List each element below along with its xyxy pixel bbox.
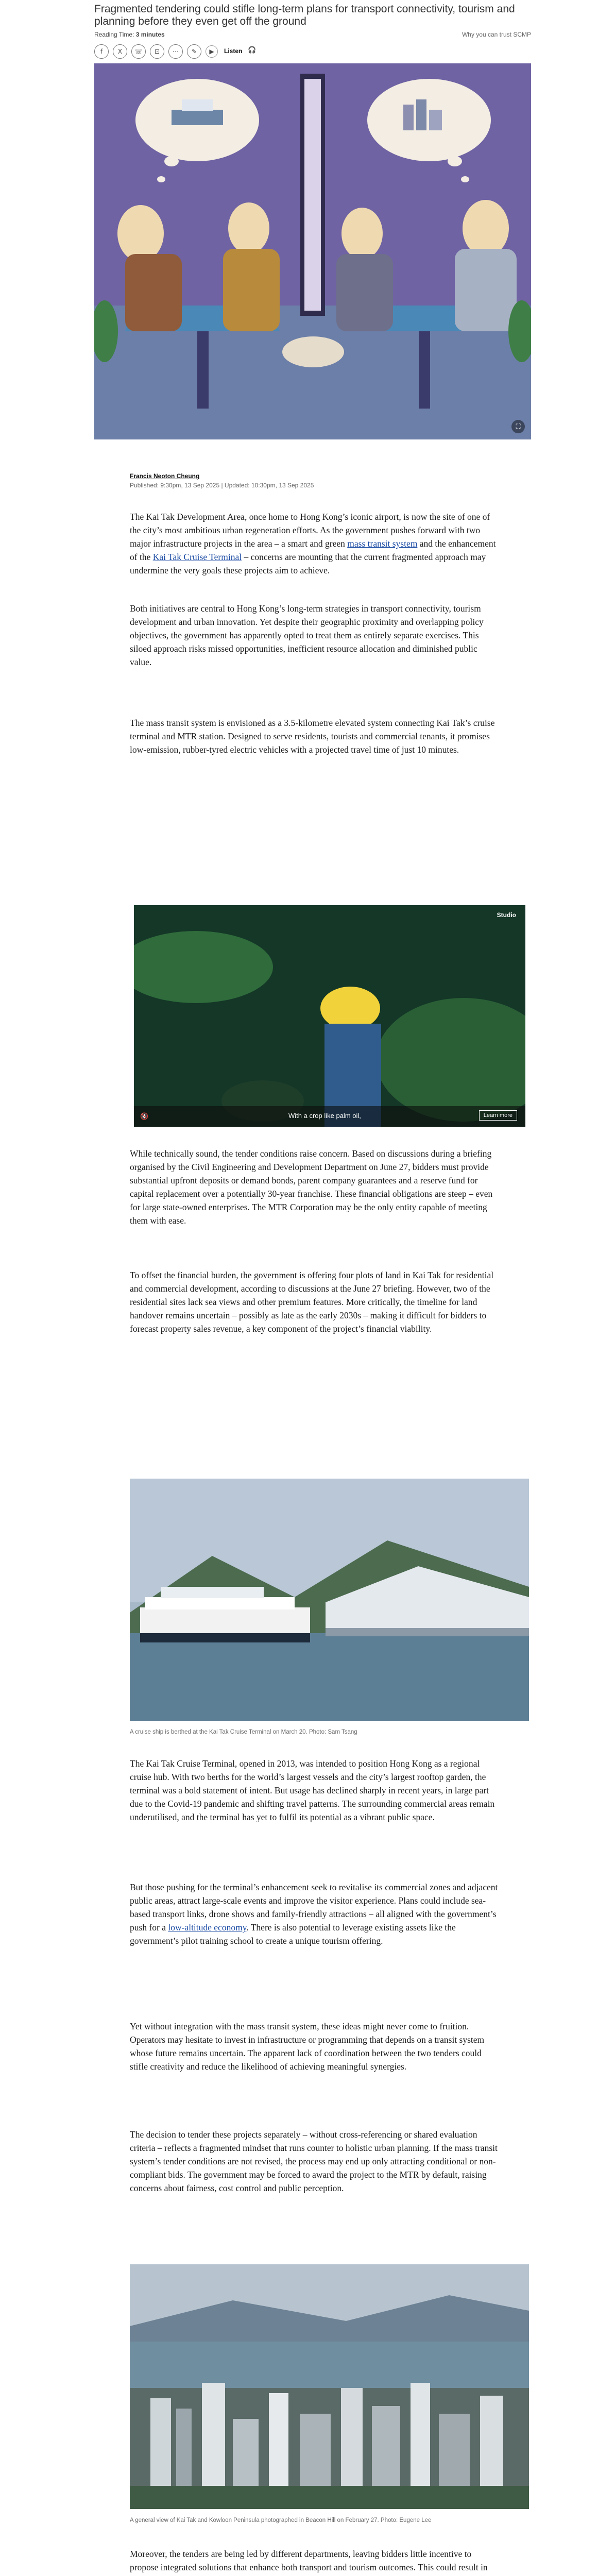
more-share-icon[interactable]: ⋯ xyxy=(168,44,183,59)
cruise-photo-caption: A cruise ship is berthed at the Kai Tak Cruise Terminal on March 20. Photo: Sam Tsang xyxy=(130,1729,357,1735)
mass-transit-link[interactable]: mass transit system xyxy=(347,538,418,549)
cruise-terminal-photo-art xyxy=(130,1479,529,1721)
expand-image-icon[interactable]: ⛶ xyxy=(511,420,525,433)
x-share-icon[interactable]: X xyxy=(113,44,127,59)
paragraph-1 xyxy=(130,510,501,577)
paragraph-2: Both initiatives are central to Hong Kong’s long-term strategies in transport connectivity, tourism development and urban innovation. Yet despite their geographic proximity and overlapping policy objectives, the government has apparently opted to treat them as entirely separate exercises. This siloed approach risks missed opportunities, inefficient resource allocation and diminished public value. xyxy=(130,603,484,667)
studio-brand: Studio xyxy=(497,911,516,919)
video-frame-art xyxy=(134,905,525,1127)
listen-label[interactable]: Listen xyxy=(224,47,243,55)
paragraph-text: . There is also potential to leverage existing assets like the government’s pilot training school to create a unique tourism offering. xyxy=(130,1922,456,1946)
paragraph-text: The Kai Tak Development Area, once home to Hong Kong’s iconic airport, is now the site of one of the city’s most ambitious urban regeneration efforts. As the government pushes forward with two major infrastructure projects in the area – a smart and green xyxy=(130,512,490,549)
paragraph-6: The Kai Tak Cruise Terminal, opened in 2013, was intended to position Hong Kong as a regional cruise hub. With two berths for the world’s largest vessels and the city’s largest rooftop garden, the terminal was a bold statement of intent. But usage has declined sharply in recent years, in large part due to the Covid-19 pandemic and shifting travel patterns. The surrounding commercial areas remain underutilised, and the terminal has yet to fulfil its potential as a vibrant public space. xyxy=(130,1758,495,1822)
hero-illustration xyxy=(94,63,531,439)
audio-listen-icon[interactable]: ▶ xyxy=(206,45,218,58)
paragraph-text: and the enhancement of the xyxy=(130,538,496,562)
cruise-terminal-link[interactable]: Kai Tak Cruise Terminal xyxy=(152,552,242,562)
whatsapp-share-icon[interactable]: ☏ xyxy=(131,44,146,59)
kai-tak-skyline-photo-art xyxy=(130,2264,529,2509)
paragraph-7 xyxy=(130,1880,501,1947)
kai-tak-skyline-photo xyxy=(130,2264,529,2509)
paragraph-text: But those pushing for the terminal’s enhancement seek to revitalise its commercial zones and adjacent public areas, attract large-scale events and improve the visitor experience. Plans could include sea-based transport links, drone shows and family-friendly attractions – all aligned with the government’s push for a xyxy=(130,1882,498,1933)
publish-date: Published: 9:30pm, 13 Sep 2025 | Updated: 10:30pm, 13 Sep 2025 xyxy=(130,482,314,489)
paragraph-3: The mass transit system is envisioned as a 3.5-kilometre elevated system connecting Kai Tak’s cruise terminal and MTR station. Designed to serve residents, tourists and commercial tenants, it promises low-emission, rubber-tyred electric vehicles with a projected travel time of just 10 minutes. xyxy=(130,718,495,755)
author-byline[interactable]: Francis Neoton Cheung xyxy=(130,472,200,480)
headphones-icon[interactable]: 🎧 xyxy=(248,46,257,54)
learn-more-button[interactable]: Learn more xyxy=(479,1110,517,1121)
video-caption: With a crop like palm oil, xyxy=(288,1112,361,1120)
paragraph-10: Moreover, the tenders are being led by different departments, leaving bidders little incentive to propose integrated solutions that enhance both transport and tourism outcomes. This could result in xyxy=(130,2549,488,2572)
paragraph-8: Yet without integration with the mass transit system, these ideas might never come to fruition. Operators may hesitate to invest in infrastructure or programming that depends on a transit system whose future remains uncertain. The apparent lack of coordination between the two tenders could stifle creativity and reduce the likelihood of achieving meaningful synergies. xyxy=(130,2021,485,2072)
low-altitude-economy-link[interactable]: low-altitude economy xyxy=(168,1922,247,1933)
sponsored-video[interactable] xyxy=(134,905,525,1127)
reading-time xyxy=(94,31,165,38)
paragraph-5: To offset the financial burden, the government is offering four plots of land in Kai Tak for residential and commercial development, according to discussions at the June 27 briefing. However, two of the residential sites lack sea views and other premium features. More critically, the timeline for land handover remains uncertain – possibly as late as the early 2030s – making it difficult for bidders to forecast property sales revenue, a key component of the project’s financial viability. xyxy=(130,1270,494,1334)
bookmark-icon[interactable]: ⊡ xyxy=(150,44,164,59)
article-headline: Fragmented tendering could stifle long-term plans for transport connectivity, tourism and planning before they even get off the ground xyxy=(94,3,515,27)
paragraph-9: The decision to tender these projects separately – without cross-referencing or shared evaluation criteria – reflects a fragmented mindset that runs counter to holistic urban planning. If the mass transit system’s tender conditions are not revised, the process may end up only attracting conditional or non-compliant bids. The government may be forced to award the project to the MTR by default, raising concerns about fairness, cost control and public perception. xyxy=(130,2129,498,2193)
share-toolbar xyxy=(94,44,300,61)
facebook-share-icon[interactable]: f xyxy=(94,44,109,59)
article-meta-row xyxy=(94,30,531,40)
paragraph-4: While technically sound, the tender conditions raise concern. Based on discussions during a briefing organised by the Civil Engineering and Development Department on June 27, bidders must provide substantial upfront deposits or demand bonds, parent company guarantees and a reserve fund for capital replacement over a potentially 30-year franchise. These financial obligations are steep – even for large state-owned enterprises. The MTR Corporation may be the only entity capable of meeting them with ease. xyxy=(130,1148,493,1226)
reading-time-label: Reading Time: xyxy=(94,31,134,38)
skyline-photo-caption: A general view of Kai Tak and Kowloon Peninsula photographed in Beacon Hill on February 27. Photo: Eugene Lee xyxy=(130,2517,432,2523)
trust-link[interactable]: Why you can trust SCMP xyxy=(462,31,531,38)
reading-time-value: 3 minutes xyxy=(135,31,165,38)
comment-icon[interactable]: ✎ xyxy=(187,44,201,59)
cruise-terminal-photo xyxy=(130,1479,529,1721)
paragraph-text: – concerns are mounting that the current fragmented approach may undermine the very goals these projects aim to achieve. xyxy=(130,552,486,575)
hero-illustration-art xyxy=(94,63,531,439)
mute-icon[interactable]: 🔇 xyxy=(140,1113,149,1121)
